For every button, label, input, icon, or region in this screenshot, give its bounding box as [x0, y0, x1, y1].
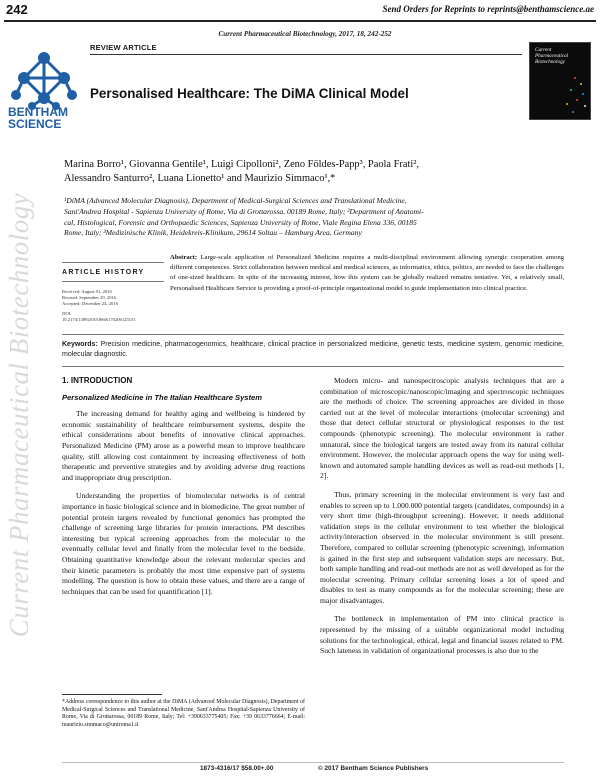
- article-history-title: ARTICLE HISTORY: [62, 269, 145, 276]
- footer-rule: [62, 762, 564, 763]
- body-paragraph: The bottleneck in implementation of PM into clinical practice is represented by the missing of a suitable organizational model including solutions for the technological, ethical, legal and financial issues related to PM. Such lateness in validation of organizational processes is also due to the: [320, 614, 564, 656]
- logo-wordmark: BENTHAM SCIENCE: [8, 105, 68, 131]
- journal-watermark: Current Pharmaceutical Biotechnology: [4, 192, 34, 638]
- doi-link[interactable]: 10.2174/1389201018666170206125151: [62, 317, 136, 322]
- section-heading: 1. INTRODUCTION: [62, 376, 133, 385]
- article-history-dates: Received: August 01, 2016 Revised: September 29, 2016 Accepted: December 24, 2016: [62, 289, 118, 306]
- body-column-right: [320, 376, 564, 665]
- body-paragraph: The increasing demand for healthy aging and wellbeing is hindered by economic sustainability of healthcare reimbursement systems, despite the ethical considerations about benefits of innovative clinical approaches. Personalized Medicine (PM) arose as a powerful mean to improve healthcare quality, still allowing cost containment by increasing effectiveness of both therapeutic and preventive strategies and by avoiding adverse drug reactions and inappropriate drug prescription.: [62, 409, 305, 482]
- abstract-text: Large-scale application of Personalized Medicine requires a multi-disciplinal environment allowing synergic cooperation among different competences. Strict collaboration between medical and medical sciences, as informatics, ethics, politics, are needed to face the challenges of one-sized healthcare. In spite of the increasing interest, how this system can be globally realized remains tentative. Yet, a relatively small, Personalised Healthcare Service is providing a proof-of-principle organizational model to guide implementation into clinical practice.: [170, 254, 565, 292]
- abstract-label: Abstract:: [170, 254, 198, 261]
- section-rule: [90, 54, 522, 55]
- article-title: Personalised Healthcare: The DiMA Clinical Model: [90, 86, 409, 101]
- header-rule: [4, 20, 596, 22]
- reprints-notice: Send Orders for Reprints to reprints@benthamscience.ae: [382, 4, 594, 14]
- body-column-left: [62, 376, 305, 605]
- keywords-rule: [62, 366, 564, 367]
- copyright-notice: © 2017 Bentham Science Publishers: [318, 765, 429, 772]
- keywords-label: Keywords:: [62, 341, 98, 348]
- issn-price: 1873-4316/17 $58.00+.00: [200, 765, 274, 772]
- correspondence-footnote: *Address correspondence to this author at the DiMA (Advanced Molecular Diagnosis), Department of Medical-Surgical Sciences and Translational Medicine, Sant'Andrea Hospital-Sapienza University of Rome, Via di Grottarossa, 00189 Rome, Italy; Tel: +390633775405; Fax: +39 0633776664; E-mail: maurizio.simmaco@uniroma1.it: [62, 699, 305, 728]
- footnote-rule: [62, 694, 162, 695]
- keywords-text: Precision medicine, pharmacogenomics, healthcare, clinical practice in personalized medicine, genetic tests, medicine system, genomic medicine, molecular diagnostic.: [62, 341, 564, 359]
- abstract-rule: [62, 334, 564, 335]
- section-label: REVIEW ARTICLE: [90, 43, 157, 52]
- body-paragraph: Understanding the properties of biomolecular networks is of central importance in basic biological science and in biomedicine. The great number of potential protein targets revealed by functional genomics has prompted the challenge of screening large libraries for protein interactions. PM describes interesting but typical screening approaches from the molecular to the eventually cellular level and finally from the molecular level to the bedside. Obtaining quantitative knowledge about the relevant molecular species and their kinetic parameters is probably the most time expensive part of systems modelling. The question is how to obtain these values, and there are a range of techniques that can be used for quantification [1].: [62, 491, 305, 596]
- author-list: Marina Borro¹, Giovanna Gentile¹, Luigi Cipolloni², Zeno Földes-Papp³, Paola Frati², Alessandro Santurro², Luana Lionetto¹ and Maurizio Simmaco¹,*: [64, 159, 419, 184]
- abstract: [170, 253, 564, 294]
- cover-title: Current Pharmaceutical Biotechnology: [535, 47, 569, 65]
- body-paragraph: Thus, primary screening in the molecular environment is very fast and enables to screen up to 1.000.000 potential targets (candidates, compounds) in a very short time (high-throughput screening). However, it needs additional validation steps in the cellular environment to test whether the biological activity/interaction observed in the molecular environment is still present. Therefore, compared to cellular screening (phenotypic screening), information is gained in the first step and subsequent validation steps are necessary. But, both sample handling and read-out methods are not as well developed as for the molecular screening. Primary cellular screening loses a lot of speed and disables to test as many compounds as for the molecular screening; these are major disadvantages.: [320, 489, 564, 605]
- doi: DOI: 10.2174/1389201018666170206125151: [62, 311, 136, 322]
- journal-reference: Current Pharmaceutical Biotechnology, 2017, 18, 242-252: [218, 30, 392, 38]
- author-affiliations: ¹DiMA (Advanced Molecular Diagnosis), Department of Medical-Surgical Sciences and Translational Medicine, Sant'Andrea Hospital - Sapienza University of Rome, Via di Grottarossa, 00189 Rome, Italy; ²Department of Anatomi- cal, Histological, Forensic and Orthopaedic Sciences, Sapienza University of Rome, Viale Regina Elena 336, 00185 Rome, Italy; ³Medizinische Klinik, Heidekreis-Klinikum, 29614 Soltau – Hamburg Area, Germany: [64, 196, 424, 238]
- journal-cover-thumbnail: [529, 42, 591, 120]
- subsection-heading: Personalized Medicine in The Italian Healthcare System: [62, 392, 263, 402]
- history-rule-bottom: [62, 281, 164, 282]
- page-number: 242: [6, 2, 28, 17]
- history-rule-top: [62, 262, 164, 263]
- keywords: [62, 340, 564, 361]
- body-paragraph: Modern micro- and nanospectroscopic analysis techniques that are a combination of microscopic/nanoscopic/imaging and spectroscopic techniques are the methods of choice. The screening approaches are divided in those carried out at the level of molecular interactions (molecular screening) and those that detect cellular structural or physiological responses to the test compounds (phenotypic screening). The molecular environment is rather unnatural, since the biological targets are tested away from its natural cellular environment. However, the molecular approach opens the way for using well-known and automated sample handling devices as well as read-out methods [1, 2].: [320, 376, 564, 481]
